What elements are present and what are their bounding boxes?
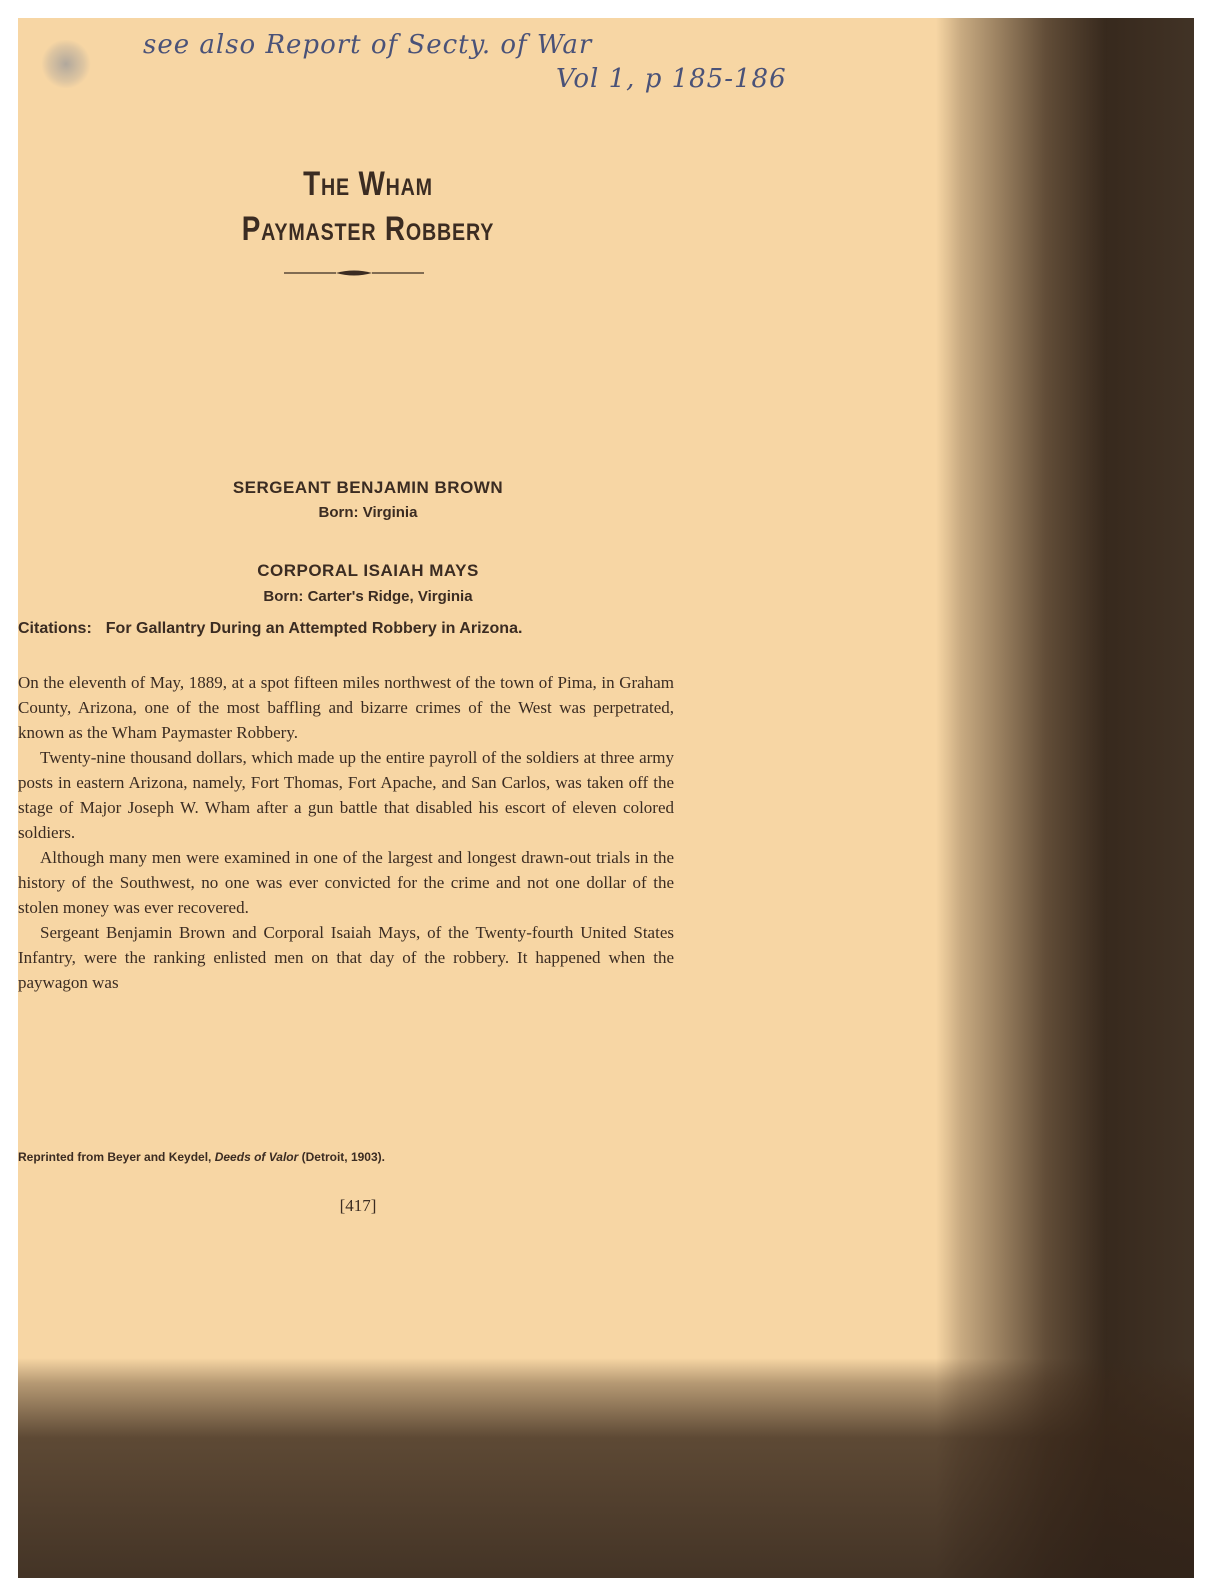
paragraph: On the eleventh of May, 1889, at a spot fifteen miles northwest of the town of Pima, in Graham County, Arizona, one of the most baffling and bizarre crimes of the West was perpetrated, known as the Wham Paymaster Robbery. [18,673,674,742]
scan-shadow-right [936,18,1194,1578]
body-text [18,670,674,995]
footnote-book-title: Deeds of Valor [214,1150,299,1164]
footnote-prefix: Reprinted from Beyer and Keydel, [18,1150,215,1164]
handwritten-note-line-2: Vol 1, p 185-186 [556,64,787,94]
footnote [18,1150,718,1164]
recipient-name-mays: CORPORAL ISAIAH MAYS [257,561,479,580]
recipient-born-brown: Born: Virginia [318,504,418,521]
handwritten-note-line-1: see also Report of Secty. of War [143,30,593,60]
paragraph: Although many men were examined in one of the largest and longest drawn-out trials in the history of the Southwest, no one was ever convicted for the crime and not one dollar of the stolen money was ever recovered. [18,848,674,917]
chapter-title-line-1: The Wham [303,165,433,203]
smudge-mark [40,40,92,88]
ornament-divider [284,268,424,278]
chapter-title-line-2: Paymaster Robbery [241,210,495,248]
footnote-suffix: (Detroit, 1903). [298,1150,385,1164]
citation-line [18,620,718,638]
scanned-page [18,18,1194,1578]
citation-text: For Gallantry During an Attempted Robbery in Arizona. [105,620,523,637]
page-number: [417] [339,1196,377,1215]
recipient-born-mays: Born: Carter's Ridge, Virginia [263,588,473,605]
recipient-name-brown: SERGEANT BENJAMIN BROWN [232,478,504,497]
paragraph: Twenty-nine thousand dollars, which made up the entire payroll of the soldiers at three army posts in eastern Arizona, namely, Fort Thomas, Fort Apache, and San Carlos, was taken off the stage of Major Joseph W. Wham after a gun battle that disabled his escort of eleven colored soldiers. [18,748,674,842]
scan-shadow-bottom [18,1358,1194,1578]
paragraph: Sergeant Benjamin Brown and Corporal Isaiah Mays, of the Twenty-fourth United States Infantry, were the ranking enlisted men on that day of the robbery. It happened when the paywagon was [18,923,674,992]
citation-label: Citations: [18,620,92,637]
